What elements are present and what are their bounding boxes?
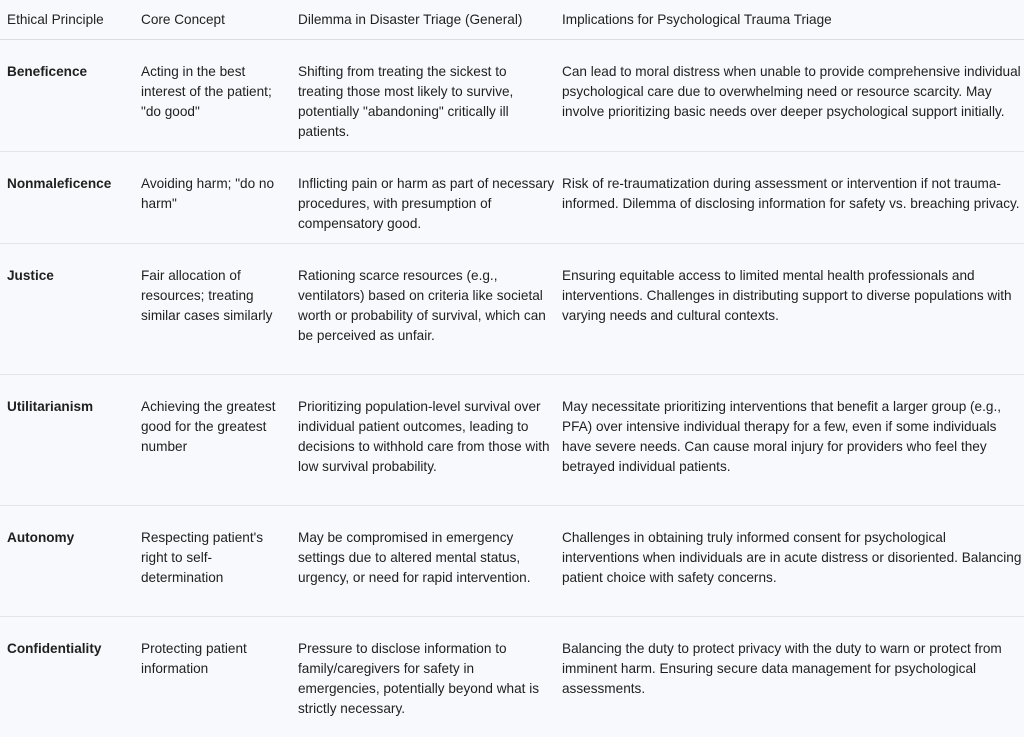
table-row [0,616,1024,737]
cell-concept: Avoiding harm; "do no harm" [141,175,275,211]
cell-implications: May necessitate prioritizing interventions that benefit a larger group (e.g., PFA) over intensive individual therapy for a few, even if some individuals have severe needs. Can cause moral injury for providers who feel they betrayed individual patients. [562,398,1002,474]
table-row [0,151,1024,243]
table-row [0,39,1024,151]
cell-dilemma: May be compromised in emergency settings due to altered mental status, urgency, or need for rapid intervention. [298,529,531,585]
cell-principle: Nonmaleficence [7,175,112,191]
cell-dilemma: Pressure to disclose information to family/caregivers for safety in emergencies, potentially beyond what is strictly necessary. [298,640,540,716]
cell-concept: Respecting patient's right to self-determination [141,529,263,585]
cell-principle: Confidentiality [7,640,102,656]
header-dilemma: Dilemma in Disaster Triage (General) [291,0,555,39]
cell-concept: Achieving the greatest good for the greatest number [141,398,276,454]
cell-principle: Beneficence [7,63,88,79]
cell-implications: Ensuring equitable access to limited mental health professionals and interventions. Challenges in distributing support to diverse populations with varying needs and cultural contexts. [562,267,1012,323]
cell-concept: Protecting patient information [141,640,247,676]
header-row [0,0,1024,39]
header-ethical-principle: Ethical Principle [0,0,134,39]
cell-implications: Balancing the duty to protect privacy with the duty to warn or protect from imminent harm. Ensuring secure data management for psychological assessments. [562,640,1002,696]
header-implications: Implications for Psychological Trauma Triage [555,0,1024,39]
table-row [0,505,1024,616]
cell-implications: Challenges in obtaining truly informed consent for psychological interventions when individuals are in acute distress or disoriented. Balancing patient choice with safety concerns. [562,529,1022,585]
header-core-concept: Core Concept [134,0,291,39]
cell-implications: Risk of re-traumatization during assessment or intervention if not trauma-informed. Dilemma of disclosing information for safety vs. breaching privacy. [562,175,1020,211]
cell-principle: Utilitarianism [7,398,94,414]
cell-dilemma: Inflicting pain or harm as part of necessary procedures, with presumption of compensatory good. [298,175,555,231]
table-body [0,39,1024,737]
cell-concept: Acting in the best interest of the patient; "do good" [141,63,272,119]
table-row [0,243,1024,374]
cell-principle: Justice [7,267,54,283]
cell-principle: Autonomy [7,529,75,545]
cell-dilemma: Shifting from treating the sickest to treating those most likely to survive, potentially "abandoning" critically ill patients. [298,63,514,139]
table-header [0,0,1024,39]
cell-dilemma: Prioritizing population-level survival over individual patient outcomes, leading to decisions to withhold care from those with low survival probability. [298,398,550,474]
table-row [0,374,1024,505]
cell-dilemma: Rationing scarce resources (e.g., ventilators) based on criteria like societal worth or probability of survival, which can be perceived as unfair. [298,267,546,343]
cell-implications: Can lead to moral distress when unable to provide comprehensive individual psychological care due to overwhelming need or resource scarcity. May involve prioritizing basic needs over deeper psychological support initially. [562,63,1021,119]
cell-concept: Fair allocation of resources; treating similar cases similarly [141,267,273,323]
